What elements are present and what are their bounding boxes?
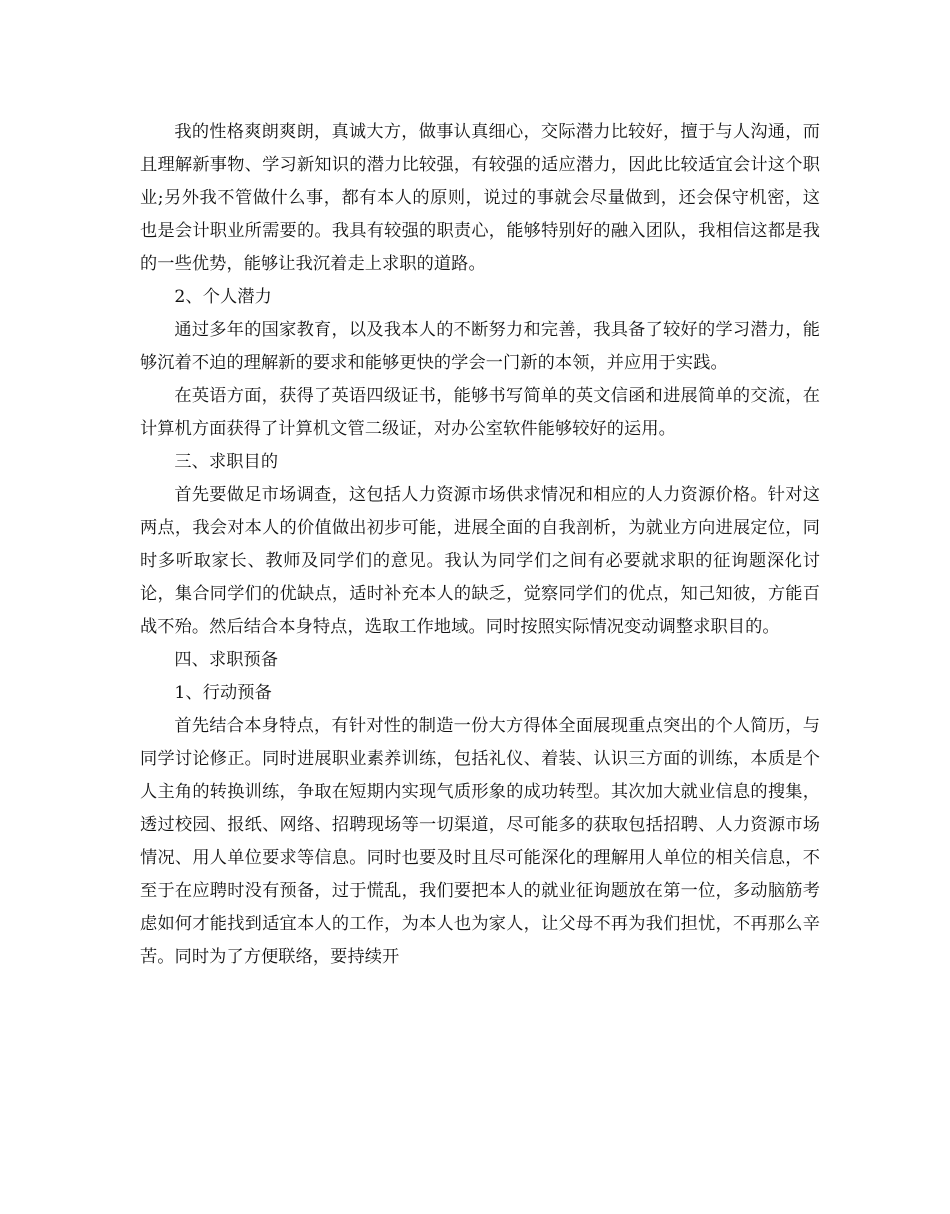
heading-job-goal: 三、求职目的 bbox=[174, 452, 279, 472]
paragraph-job-goal: 首先要做足市场调查，这包括人力资源市场供求情况和相应的人力资源价格。针对这两点，我会对本人的价值做出初步可能，进展全面的自我剖析，为就业方向进展定位，同时多听取家长、教师及同学们的意见。我认为同学们之间有必要就求职的征询题深化讨论，集合同学们的优缺点，适时补充本人的缺乏，觉察同学们的优点，知己知彼，方能百战不殆。然后结合本身特点，选取工作地域。同时按照实际情况变动调整求职目的。 bbox=[140, 485, 820, 637]
paragraph-action-preparation: 首先结合本身特点，有针对性的制造一份大方得体全面展现重点突出的个人简历，与同学讨论修正。同时进展职业素养训练，包括礼仪、着装、认识三方面的训练，本质是个人主角的转换训练，争取在短期内实现气质形象的成功转型。其次加大就业信息的搜集，透过校园、报纸、网络、招聘现场等一切渠道，尽可能多的获取包括招聘、人力资源市场情况、用人单位要求等信息。同时也要及时且尽可能深化的理解用人单位的相关信息，不至于在应聘时没有预备，过于慌乱，我们要把本人的就业征询题放在第一位，多动脑筋考虑如何才能找到适宜本人的工作，为本人也为家人，让父母不再为我们担忧，不再那么辛苦。同时为了方便联络，要持续开 bbox=[140, 716, 820, 967]
paragraph-learning-ability: 通过多年的国家教育，以及我本人的不断努力和完善，我具备了较好的学习潜力，能够沉着不迫的理解新的要求和能够更快的学会一门新的本领，并应用于实践。 bbox=[140, 320, 820, 373]
document-body bbox=[140, 116, 820, 974]
heading-action-preparation: 1、行动预备 bbox=[174, 683, 272, 703]
paragraph-english-computer: 在英语方面，获得了英语四级证书，能够书写简单的英文信函和进展简单的交流，在计算机方面获得了计算机文管二级证，对办公室软件能够较好的运用。 bbox=[140, 386, 820, 439]
heading-personal-potential: 2、个人潜力 bbox=[174, 287, 272, 307]
heading-job-preparation: 四、求职预备 bbox=[174, 650, 279, 670]
paragraph-personality: 我的性格爽朗爽朗，真诚大方，做事认真细心，交际潜力比较好，擅于与人沟通，而且理解新事物、学习新知识的潜力比较强，有较强的适应潜力，因此比较适宜会计这个职业;另外我不管做什么事，都有本人的原则，说过的事就会尽量做到，还会保守机密，这也是会计职业所需要的。我具有较强的职责心，能够特别好的融入团队，我相信这都是我的一些优势，能够让我沉着走上求职的道路。 bbox=[140, 122, 820, 274]
